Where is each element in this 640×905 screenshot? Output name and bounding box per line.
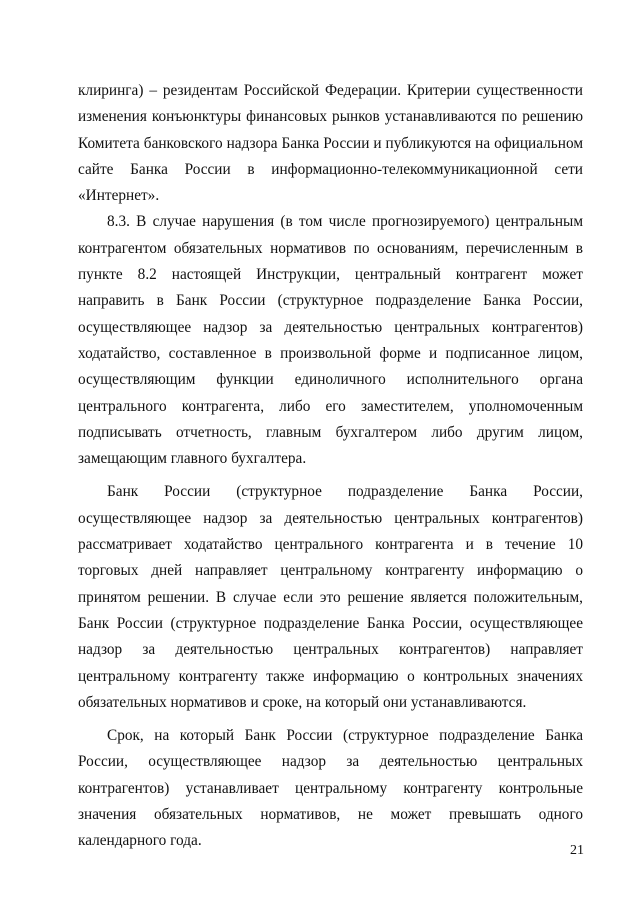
paragraph-bank-review: Банк России (структурное подразделение Банка России, осуществляющее надзор за деятельностью центральных контрагентов) рассматривает ходатайство центрального контрагента и в течение 10 торговых дней направляет центральному контрагенту информацию о принятом решении. В случае если это решение является положительным, Банк России (структурное подразделение Банка России, осуществляющее надзор за деятельностью центральных контрагентов) направляет центральному контрагенту также информацию о контрольных значениях обязательных нормативов и сроке, на который они устанавливаются. bbox=[78, 483, 583, 711]
paragraph-continuation: клиринга) – резидентам Российской Федерации. Критерии существенности изменения конъюнктуры финансовых рынков устанавливаются по решению Комитета банковского надзора Банка России и публикуются на официальном сайте Банка России в информационно-телекоммуникационной сети «Интернет». bbox=[78, 82, 583, 205]
paragraph-term-limit: Срок, на который Банк России (структурное подразделение Банка России, осуществляющее надзор за деятельностью центральных контрагентов) устанавливает центральному контрагенту контрольные значения обязательных нормативов, не может превышать одного календарного года. bbox=[78, 727, 583, 850]
document-body bbox=[78, 78, 583, 855]
paragraph-8-3: 8.3. В случае нарушения (в том числе прогнозируемого) центральным контрагентом обязательных нормативов по основаниям, перечисленным в пункте 8.2 настоящей Инструкции, центральный контрагент может направить в Банк России (структурное подразделение Банка России, осуществляющее надзор за деятельностью центральных контрагентов) ходатайство, составленное в произвольной форме и подписанное лицом, осуществляющим функции единоличного исполнительного органа центрального контрагента, либо его заместителем, уполномоченным подписывать отчетность, главным бухгалтером либо другим лицом, замещающим главного бухгалтера. bbox=[78, 213, 583, 468]
page-number: 21 bbox=[570, 843, 584, 858]
